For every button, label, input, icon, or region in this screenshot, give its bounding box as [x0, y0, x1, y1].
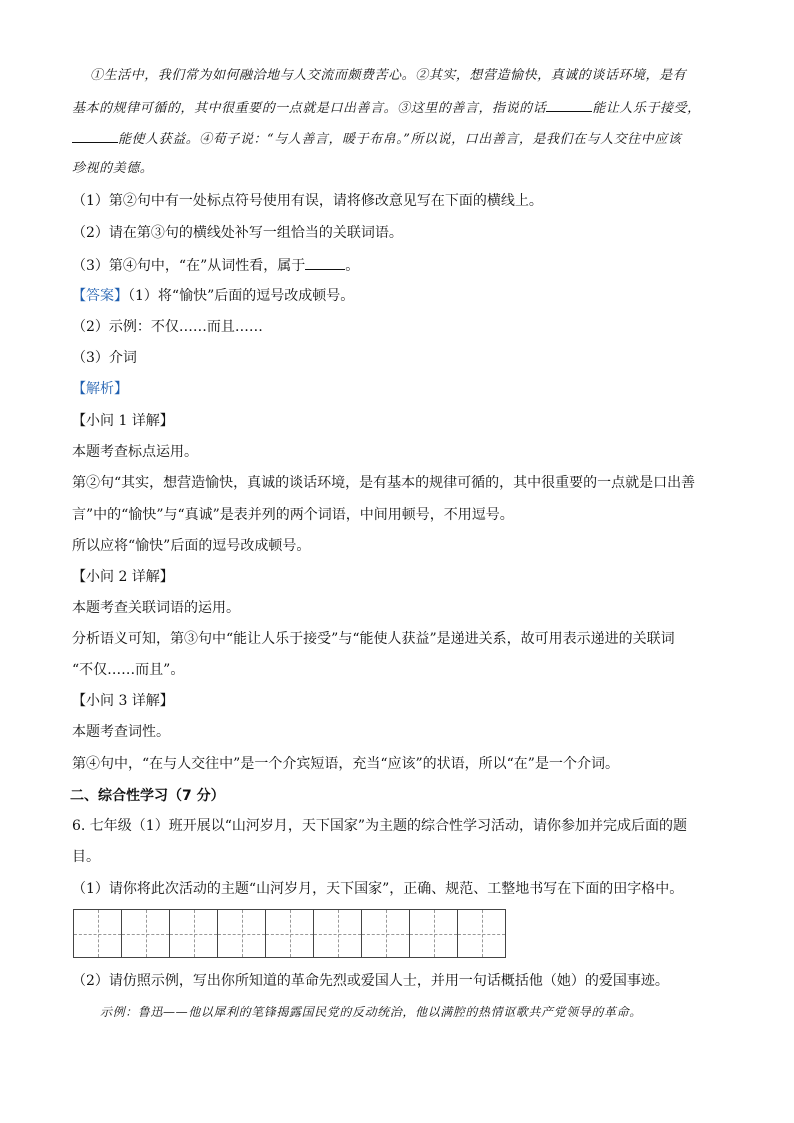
analysis-text: 第②句“其实，想营造愉快，真诚的谈话环境，是有基本的规律可循的，其中很重要的一点就是口出善: [72, 475, 696, 491]
tianzige-grid[interactable]: [73, 909, 506, 958]
question-6-sub-1: （1）请你将此次活动的主题“山河岁月，天下国家”，正确、规范、工整地书写在下面的田字格中。: [72, 881, 684, 897]
passage-line-4: 珍视的美德。: [72, 161, 154, 176]
fill-blank[interactable]: [72, 128, 118, 143]
fill-blank[interactable]: [546, 97, 592, 112]
grid-cell[interactable]: [74, 910, 122, 958]
section-title: 二、综合性学习（7 分）: [70, 788, 225, 804]
grid-cell[interactable]: [362, 910, 410, 958]
question-1: （1）第②句中有一处标点符号使用有误，请将修改意见写在下面的横线上。: [72, 193, 543, 209]
passage-line-3: 能使人获益。④荀子说：“与人善言，暖于布帛。”所以说，口出善言，是我们在与人交往中应该: [72, 128, 681, 150]
question-2: （2）请在第③句的横线处补写一组恰当的关联词语。: [72, 225, 403, 241]
fill-blank[interactable]: [305, 255, 345, 270]
analysis-text: 本题考查关联词语的运用。: [72, 600, 240, 616]
analysis-text: 言”中的“愉快”与“真诚”是表并列的两个词语，中间用顿号，不用逗号。: [72, 507, 514, 523]
answer-2: （2）示例：不仅……而且……: [72, 319, 263, 335]
question-6: 6. 七年级（1）班开展以“山河岁月，天下国家”为主题的综合性学习活动，请你参加并完成后面的题: [72, 818, 688, 834]
analysis-text: 所以应将“愉快”后面的逗号改成顿号。: [72, 538, 311, 554]
passage-line-2: 基本的规律可循的，其中很重要的一点就是口出善言。③这里的善言，指说的话 能让人乐于接受，: [72, 97, 701, 119]
grid-cell[interactable]: [458, 910, 506, 958]
subquestion-3-title: 【小问 3 详解】: [72, 693, 174, 709]
grid-cell[interactable]: [170, 910, 218, 958]
question-3: （3）第④句中，“在”从词性看，属于 。: [72, 255, 359, 276]
question-6-cont: 目。: [72, 849, 100, 865]
analysis-text: 本题考查标点运用。: [72, 444, 198, 460]
example-text: 示例：鲁迅——他以犀利的笔锋揭露国民党的反动统治，他以满腔的热情讴歌共产党领导的革命。: [100, 1005, 642, 1019]
grid-cell[interactable]: [266, 910, 314, 958]
answer-1: 【答案】（1）将“愉快”后面的逗号改成顿号。: [72, 288, 355, 304]
analysis-text: 本题考查词性。: [72, 724, 170, 740]
subquestion-1-title: 【小问 1 详解】: [72, 413, 174, 429]
grid-cell[interactable]: [314, 910, 362, 958]
subquestion-2-title: 【小问 2 详解】: [72, 569, 174, 585]
analysis-tag: 【解析】: [72, 381, 128, 397]
grid-cell[interactable]: [122, 910, 170, 958]
analysis-text: 分析语义可知，第③句中“能让人乐于接受”与“能使人获益”是递进关系，故可用表示递进的关联词: [72, 631, 675, 647]
analysis-text: 第④句中，“在与人交往中”是一个介宾短语，充当“应该”的状语，所以“在”是一个介词。: [72, 756, 619, 772]
answer-3: （3）介词: [72, 350, 137, 366]
grid-cell[interactable]: [410, 910, 458, 958]
answer-tag: 【答案】: [72, 288, 128, 304]
passage-line-1: ①生活中，我们常为如何融洽地与人交流而颇费苦心。②其实，想营造愉快，真诚的谈话环境，是有: [90, 68, 687, 83]
grid-cell[interactable]: [218, 910, 266, 958]
question-6-sub-2: （2）请仿照示例，写出你所知道的革命先烈或爱国人士，并用一句话概括他（她）的爱国事迹。: [72, 973, 669, 989]
analysis-text: “不仅……而且”。: [72, 662, 185, 678]
